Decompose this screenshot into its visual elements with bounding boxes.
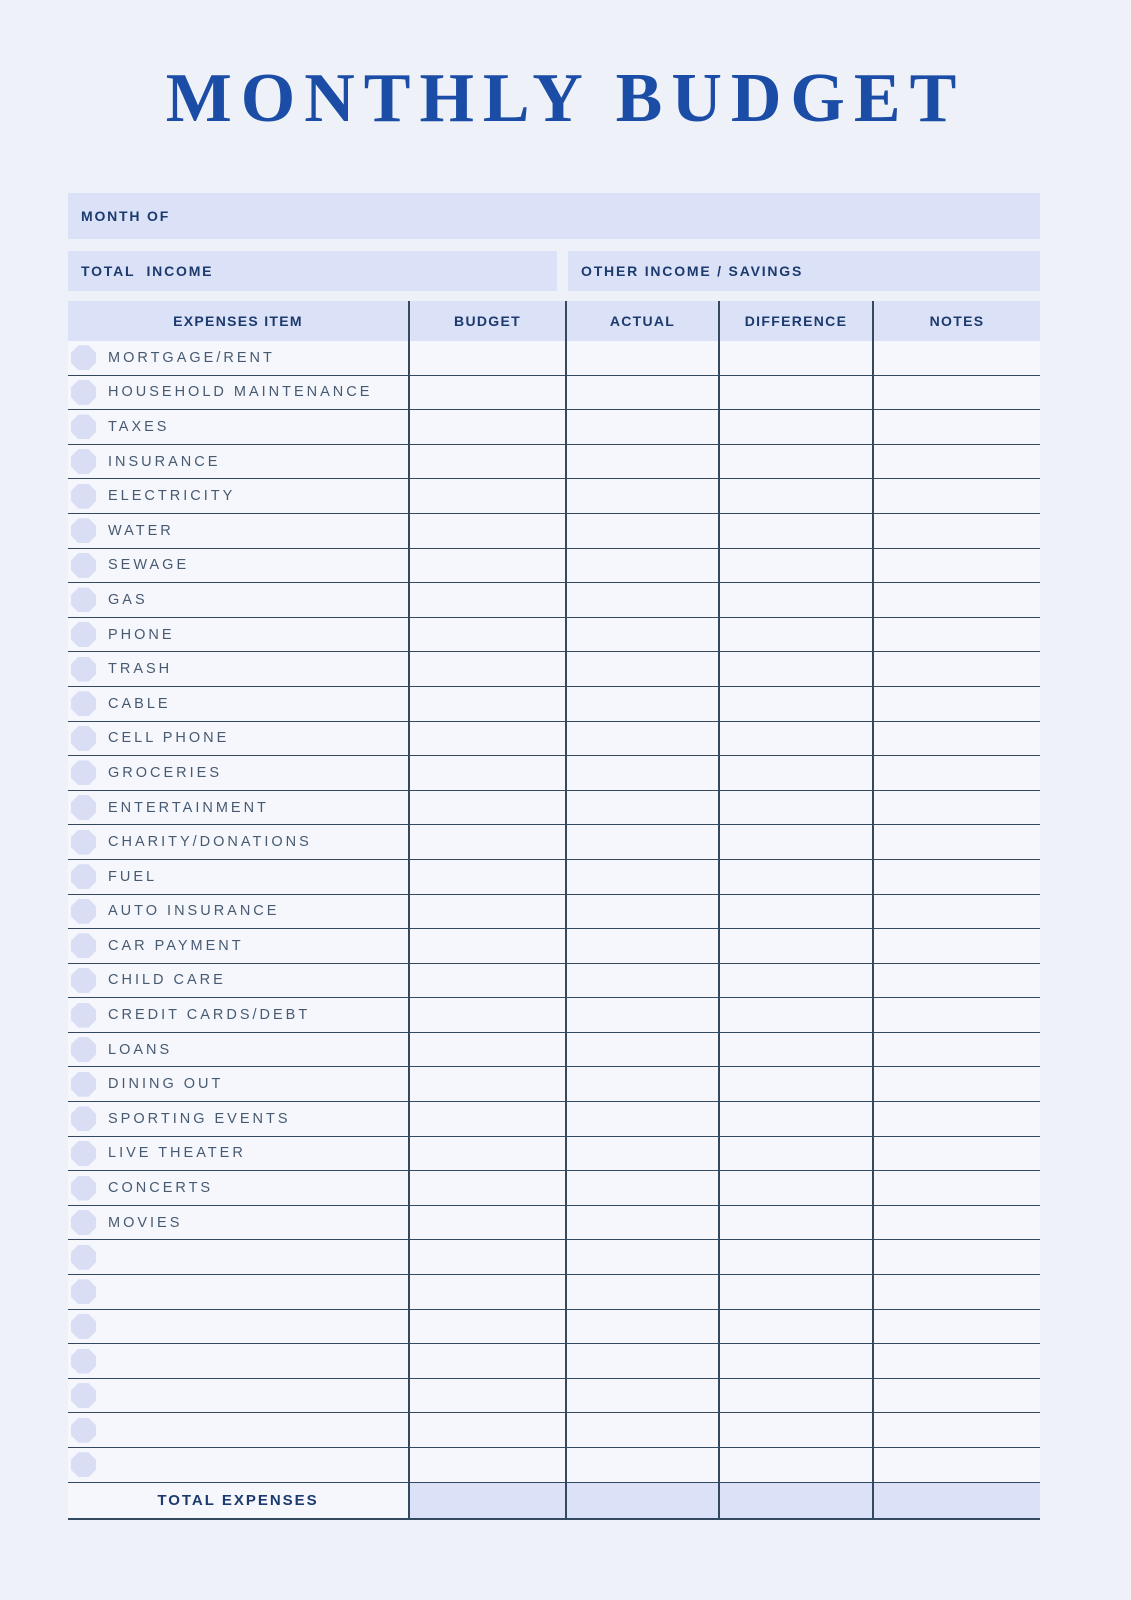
table-header-row [68,301,1040,341]
expense-item-cell [68,1413,408,1447]
actual-cell[interactable] [565,860,718,894]
actual-cell[interactable] [565,1102,718,1136]
bullet-icon [71,1176,96,1201]
difference-cell[interactable] [718,341,872,375]
actual-cell[interactable] [565,1137,718,1171]
notes-cell[interactable] [872,1413,1040,1447]
difference-cell[interactable] [718,1033,872,1067]
difference-cell[interactable] [718,964,872,998]
difference-cell[interactable] [718,514,872,548]
expense-item-label: PHONE [108,626,175,643]
expense-item-label: SPORTING EVENTS [108,1110,291,1127]
budget-cell[interactable] [408,549,565,583]
actual-cell[interactable] [565,549,718,583]
budget-cell[interactable] [408,1137,565,1171]
page-title: MONTHLY BUDGET [165,60,966,137]
actual-cell[interactable] [565,1067,718,1101]
bullet-icon [71,1072,96,1097]
difference-cell[interactable] [718,445,872,479]
expenses-table [68,301,1040,1520]
notes-cell[interactable] [872,445,1040,479]
notes-cell[interactable] [872,1033,1040,1067]
notes-cell[interactable] [872,895,1040,929]
notes-cell[interactable] [872,860,1040,894]
expense-row [68,445,1040,480]
budget-cell[interactable] [408,1171,565,1205]
actual-cell[interactable] [565,895,718,929]
notes-cell[interactable] [872,1067,1040,1101]
difference-cell[interactable] [718,1102,872,1136]
expense-row [68,514,1040,549]
actual-cell[interactable] [565,1206,718,1240]
notes-cell[interactable] [872,1448,1040,1482]
expense-item-cell [68,549,408,583]
bullet-icon [71,1452,96,1477]
page-content [68,193,1040,1520]
bullet-icon [71,380,96,405]
actual-cell[interactable] [565,791,718,825]
budget-cell[interactable] [408,791,565,825]
expense-item-label: CHARITY/DONATIONS [108,834,312,851]
actual-cell[interactable] [565,514,718,548]
header-actual: ACTUAL [565,301,718,341]
difference-cell[interactable] [718,1240,872,1274]
budget-cell[interactable] [408,1067,565,1101]
expense-item-label: CHILD CARE [108,972,226,989]
actual-cell[interactable] [565,479,718,513]
notes-cell[interactable] [872,410,1040,444]
actual-cell[interactable] [565,376,718,410]
notes-cell[interactable] [872,998,1040,1032]
notes-cell[interactable] [872,756,1040,790]
total-income-label: TOTAL INCOME [81,263,214,279]
expense-item-cell [68,895,408,929]
bullet-icon [71,691,96,716]
income-row [68,251,1040,291]
expense-item-label: MOVIES [108,1214,183,1231]
expense-item-cell [68,1240,408,1274]
bullet-icon [71,899,96,924]
actual-cell[interactable] [565,1310,718,1344]
expense-row [68,722,1040,757]
expense-row [68,1240,1040,1275]
actual-cell[interactable] [565,1379,718,1413]
budget-cell[interactable] [408,479,565,513]
notes-cell[interactable] [872,1310,1040,1344]
total-difference-cell[interactable] [718,1483,872,1518]
expense-row [68,1102,1040,1137]
expense-item-label: INSURANCE [108,453,221,470]
expense-item-cell [68,376,408,410]
bullet-icon [71,518,96,543]
bullet-icon [71,1314,96,1339]
notes-cell[interactable] [872,618,1040,652]
expense-row [68,376,1040,411]
expense-item-cell [68,964,408,998]
total-notes-cell[interactable] [872,1483,1040,1518]
expense-item-cell [68,618,408,652]
expense-item-cell [68,479,408,513]
difference-cell[interactable] [718,860,872,894]
bullet-icon [71,760,96,785]
expense-item-cell [68,860,408,894]
expense-row [68,1448,1040,1483]
bullet-icon [71,1106,96,1131]
expense-item-cell [68,1344,408,1378]
bullet-icon [71,1003,96,1028]
expense-row [68,1413,1040,1448]
expense-item-label: ENTERTAINMENT [108,799,269,816]
notes-cell[interactable] [872,964,1040,998]
expense-item-cell [68,998,408,1032]
bullet-icon [71,1418,96,1443]
actual-cell[interactable] [565,929,718,963]
expense-row [68,341,1040,376]
bullet-icon [71,553,96,578]
budget-cell[interactable] [408,1275,565,1309]
bullet-icon [71,864,96,889]
budget-cell[interactable] [408,860,565,894]
actual-cell[interactable] [565,652,718,686]
budget-cell[interactable] [408,1310,565,1344]
expense-item-cell [68,791,408,825]
bullet-icon [71,968,96,993]
budget-cell[interactable] [408,1240,565,1274]
expense-item-label: CABLE [108,695,171,712]
actual-cell[interactable] [565,583,718,617]
difference-cell[interactable] [718,791,872,825]
expense-item-label: GROCERIES [108,764,223,781]
budget-cell[interactable] [408,514,565,548]
total-budget-cell[interactable] [408,1483,565,1518]
expense-item-cell [68,1448,408,1482]
expense-item-cell [68,1137,408,1171]
difference-cell[interactable] [718,998,872,1032]
expense-item-cell [68,687,408,721]
expense-item-cell [68,410,408,444]
expense-row [68,1344,1040,1379]
difference-cell[interactable] [718,1344,872,1378]
expense-item-cell [68,1310,408,1344]
header-budget: BUDGET [408,301,565,341]
actual-cell[interactable] [565,687,718,721]
expense-item-label: DINING OUT [108,1076,224,1093]
expense-item-label: CONCERTS [108,1180,214,1197]
expense-item-cell [68,1033,408,1067]
expense-row [68,1033,1040,1068]
difference-cell[interactable] [718,549,872,583]
expense-row [68,756,1040,791]
total-income-field[interactable] [68,251,557,291]
expense-item-cell [68,652,408,686]
budget-cell[interactable] [408,1344,565,1378]
difference-cell[interactable] [718,618,872,652]
expense-row [68,860,1040,895]
bullet-icon [71,1141,96,1166]
expense-row [68,998,1040,1033]
actual-cell[interactable] [565,1413,718,1447]
total-expenses-label: TOTAL EXPENSES [157,1491,319,1509]
other-income-savings-label: OTHER INCOME / SAVINGS [581,263,804,279]
expense-item-label: AUTO INSURANCE [108,903,280,920]
actual-cell[interactable] [565,722,718,756]
notes-cell[interactable] [872,479,1040,513]
bullet-icon [71,449,96,474]
expense-item-label: TAXES [108,418,170,435]
month-of-label: MONTH OF [81,208,171,224]
bullet-icon [71,622,96,647]
expense-item-label: TRASH [108,661,173,678]
difference-cell[interactable] [718,1171,872,1205]
budget-cell[interactable] [408,825,565,859]
difference-cell[interactable] [718,1310,872,1344]
budget-cell[interactable] [408,929,565,963]
table-body [68,341,1040,1483]
budget-cell[interactable] [408,722,565,756]
notes-cell[interactable] [872,687,1040,721]
expense-item-label: ELECTRICITY [108,488,236,505]
actual-cell[interactable] [565,1275,718,1309]
bullet-icon [71,484,96,509]
actual-cell[interactable] [565,410,718,444]
bullet-icon [71,657,96,682]
expense-item-label: CAR PAYMENT [108,937,244,954]
bullet-icon [71,1349,96,1374]
expense-row [68,1067,1040,1102]
total-actual-cell[interactable] [565,1483,718,1518]
header-difference: DIFFERENCE [718,301,872,341]
bullet-icon [71,1037,96,1062]
header-expenses-item: EXPENSES ITEM [173,313,303,329]
difference-cell[interactable] [718,479,872,513]
notes-cell[interactable] [872,722,1040,756]
actual-cell[interactable] [565,1344,718,1378]
expense-row [68,583,1040,618]
difference-cell[interactable] [718,1448,872,1482]
expense-row [68,791,1040,826]
bullet-icon [71,933,96,958]
actual-cell[interactable] [565,341,718,375]
expense-row [68,1206,1040,1241]
other-income-savings-field[interactable] [568,251,1040,291]
notes-cell[interactable] [872,514,1040,548]
expense-row [68,929,1040,964]
expense-row [68,1310,1040,1345]
expense-item-label: CELL PHONE [108,730,230,747]
notes-cell[interactable] [872,1240,1040,1274]
bullet-icon [71,587,96,612]
notes-cell[interactable] [872,825,1040,859]
difference-cell[interactable] [718,825,872,859]
notes-cell[interactable] [872,376,1040,410]
expense-row [68,549,1040,584]
difference-cell[interactable] [718,376,872,410]
expense-row [68,1137,1040,1172]
header-notes: NOTES [872,301,1040,341]
notes-cell[interactable] [872,1379,1040,1413]
expense-item-cell [68,1379,408,1413]
budget-cell[interactable] [408,1413,565,1447]
actual-cell[interactable] [565,618,718,652]
expense-item-label: FUEL [108,868,158,885]
bullet-icon [71,1279,96,1304]
budget-cell[interactable] [408,756,565,790]
bullet-icon [71,830,96,855]
budget-cell[interactable] [408,1379,565,1413]
difference-cell[interactable] [718,1275,872,1309]
bullet-icon [71,795,96,820]
budget-cell[interactable] [408,652,565,686]
notes-cell[interactable] [872,549,1040,583]
expense-item-cell [68,1067,408,1101]
bullet-icon [71,1245,96,1270]
expense-item-cell [68,825,408,859]
expense-row [68,1379,1040,1414]
expense-row [68,1171,1040,1206]
budget-cell[interactable] [408,998,565,1032]
expense-item-label: HOUSEHOLD MAINTENANCE [108,384,373,401]
actual-cell[interactable] [565,964,718,998]
actual-cell[interactable] [565,756,718,790]
budget-cell[interactable] [408,1102,565,1136]
expense-item-cell [68,583,408,617]
bullet-icon [71,414,96,439]
expense-item-label: CREDIT CARDS/DEBT [108,1007,311,1024]
difference-cell[interactable] [718,1067,872,1101]
expense-row [68,618,1040,653]
expense-row [68,687,1040,722]
actual-cell[interactable] [565,825,718,859]
budget-cell[interactable] [408,964,565,998]
total-expenses-row [68,1483,1040,1520]
expense-item-label: LIVE THEATER [108,1145,246,1162]
expense-item-cell [68,1102,408,1136]
budget-cell[interactable] [408,410,565,444]
month-of-field[interactable] [68,193,1040,239]
budget-cell[interactable] [408,341,565,375]
actual-cell[interactable] [565,445,718,479]
expense-row [68,895,1040,930]
expense-item-label: GAS [108,591,148,608]
difference-cell[interactable] [718,583,872,617]
bullet-icon [71,345,96,370]
difference-cell[interactable] [718,1379,872,1413]
notes-cell[interactable] [872,652,1040,686]
difference-cell[interactable] [718,1137,872,1171]
expense-row [68,652,1040,687]
bullet-icon [71,1210,96,1235]
actual-cell[interactable] [565,1448,718,1482]
expense-item-cell [68,722,408,756]
notes-cell[interactable] [872,1171,1040,1205]
actual-cell[interactable] [565,1240,718,1274]
expense-item-cell [68,514,408,548]
expense-row [68,1275,1040,1310]
difference-cell[interactable] [718,722,872,756]
difference-cell[interactable] [718,687,872,721]
notes-cell[interactable] [872,1344,1040,1378]
budget-cell[interactable] [408,376,565,410]
expense-item-label: WATER [108,522,174,539]
notes-cell[interactable] [872,929,1040,963]
difference-cell[interactable] [718,410,872,444]
notes-cell[interactable] [872,1206,1040,1240]
notes-cell[interactable] [872,1275,1040,1309]
budget-cell[interactable] [408,1206,565,1240]
difference-cell[interactable] [718,1206,872,1240]
expense-item-label: MORTGAGE/RENT [108,349,275,366]
budget-cell[interactable] [408,1033,565,1067]
expense-item-label: LOANS [108,1041,173,1058]
expense-item-cell [68,1275,408,1309]
expense-item-cell [68,756,408,790]
budget-cell[interactable] [408,1448,565,1482]
budget-cell[interactable] [408,895,565,929]
expense-item-cell [68,341,408,375]
actual-cell[interactable] [565,1171,718,1205]
budget-cell[interactable] [408,583,565,617]
actual-cell[interactable] [565,998,718,1032]
expense-row [68,479,1040,514]
notes-cell[interactable] [872,341,1040,375]
actual-cell[interactable] [565,1033,718,1067]
expense-item-cell [68,929,408,963]
expense-item-cell [68,1171,408,1205]
difference-cell[interactable] [718,1413,872,1447]
expense-row [68,825,1040,860]
budget-cell[interactable] [408,445,565,479]
notes-cell[interactable] [872,791,1040,825]
notes-cell[interactable] [872,583,1040,617]
notes-cell[interactable] [872,1102,1040,1136]
expense-item-label: SEWAGE [108,557,190,574]
expense-row [68,410,1040,445]
budget-cell[interactable] [408,618,565,652]
expense-item-cell [68,1206,408,1240]
difference-cell[interactable] [718,895,872,929]
difference-cell[interactable] [718,929,872,963]
notes-cell[interactable] [872,1137,1040,1171]
budget-cell[interactable] [408,687,565,721]
difference-cell[interactable] [718,756,872,790]
bullet-icon [71,726,96,751]
difference-cell[interactable] [718,652,872,686]
bullet-icon [71,1383,96,1408]
expense-item-cell [68,445,408,479]
expense-row [68,964,1040,999]
